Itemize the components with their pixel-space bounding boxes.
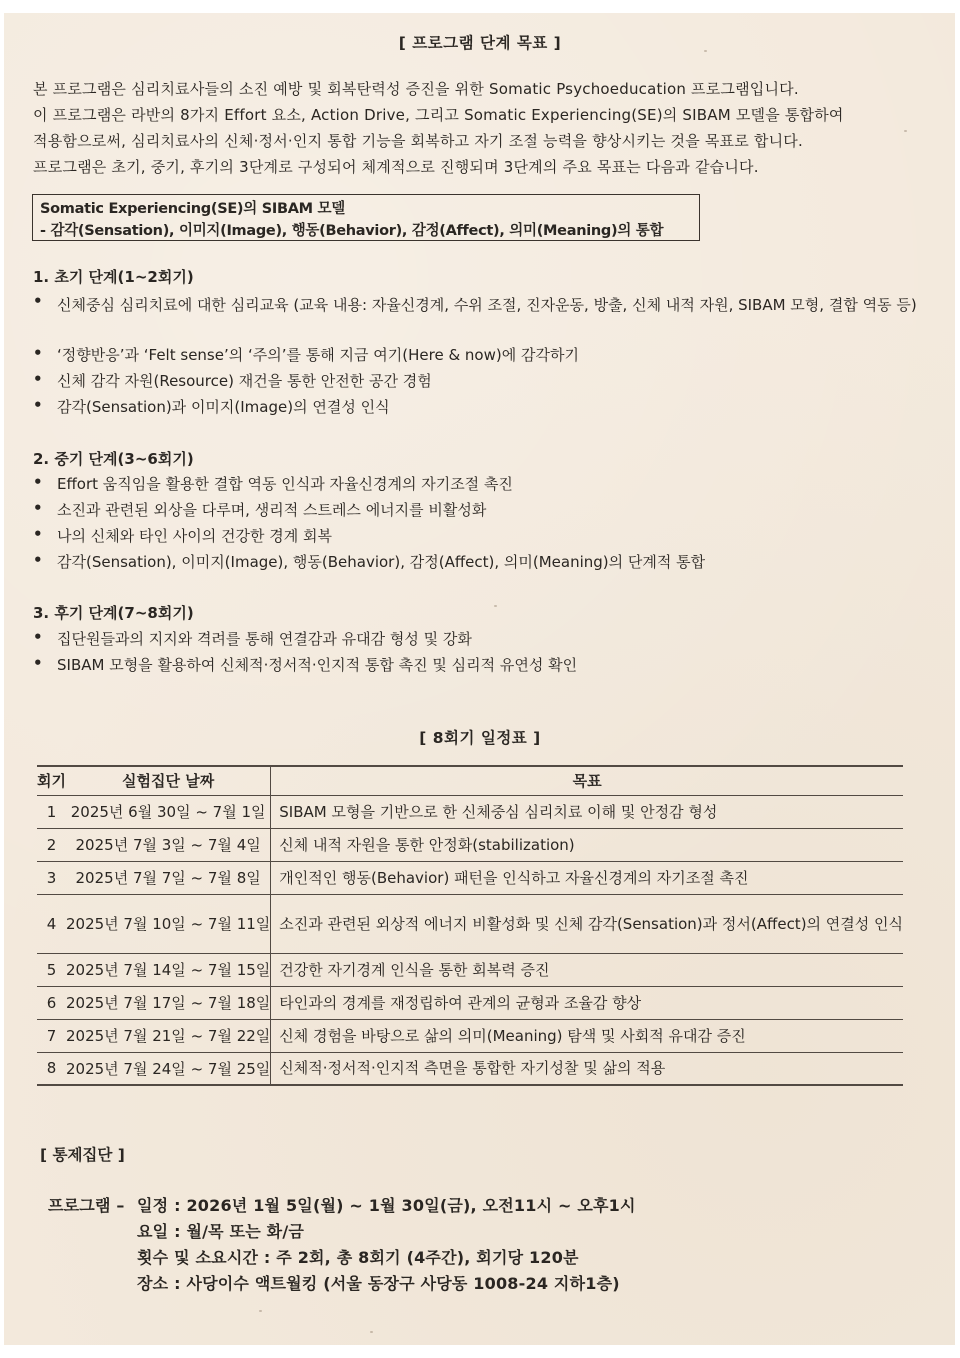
cell-date: 2025년 7월 7일 ~ 7월 8일: [66, 861, 271, 894]
cell-date: 2025년 7월 21일 ~ 7월 22일: [66, 1019, 271, 1052]
cell-date: 2025년 7월 3일 ~ 7월 4일: [66, 828, 271, 861]
bullet-icon: •: [33, 551, 43, 569]
intro-line: 적용함으로써, 심리치료사의 신체·정서·인지 통합 기능을 회복하고 자기 조절 능력을 향상시키는 것을 목표로 합니다.: [33, 132, 803, 150]
list-item-text: 소진과 관련된 외상을 다루며, 생리적 스트레스 에너지를 비활성화: [57, 501, 487, 519]
paper-speck: [370, 1331, 373, 1333]
cell-goal: 신체 내적 자원을 통한 안정화(stabilization): [271, 828, 903, 861]
paper-speck: [259, 1310, 262, 1312]
table-row: [37, 828, 903, 861]
sibam-box-title: Somatic Experiencing(SE)의 SIBAM 모델: [40, 201, 345, 217]
table-row: [37, 894, 903, 953]
cell-date: 2025년 7월 24일 ~ 7월 25일: [66, 1052, 271, 1085]
table-header-row: [37, 766, 903, 795]
cell-goal: SIBAM 모형을 기반으로 한 신체중심 심리치료 이해 및 안정감 형성: [271, 795, 903, 828]
header-goal: 목표: [271, 766, 903, 795]
list-item-text: Effort 움직임을 활용한 결합 역동 인식과 자율신경계의 자기조절 촉진: [57, 475, 513, 493]
cell-date: 2025년 6월 30일 ~ 7월 1일: [66, 795, 271, 828]
stage-3-title: 3. 후기 단계(7~8회기): [33, 604, 194, 622]
control-days-line: 요일 : 월/목 또는 화/금: [137, 1222, 305, 1241]
cell-goal: 신체적·정서적·인지적 측면을 통합한 자기성찰 및 삶의 적용: [271, 1052, 903, 1085]
table-row: [37, 1052, 903, 1085]
list-item-text: 감각(Sensation), 이미지(Image), 행동(Behavior), 감정(Affect), 의미(Meaning)의 단계적 통합: [57, 553, 706, 571]
intro-line: 프로그램은 초기, 중기, 후기의 3단계로 구성되어 체계적으로 진행되며 3단계의 주요 목표는 다음과 같습니다.: [33, 158, 759, 176]
cell-date: 2025년 7월 14일 ~ 7월 15일: [66, 953, 271, 986]
schedule-table: [37, 765, 904, 1086]
intro-line: 이 프로그램은 라반의 8가지 Effort 요소, Action Drive, 그리고 Somatic Experiencing(SE)의 SIBAM 모델을 통합하여: [33, 106, 844, 124]
control-schedule-line: 일정 : 2026년 1월 5일(월) ~ 1월 30일(금), 오전11시 ~ 오후1시: [137, 1196, 636, 1215]
sibam-box-detail: - 감각(Sensation), 이미지(Image), 행동(Behavior), 감정(Affect), 의미(Meaning)의 통합: [40, 223, 664, 239]
schedule-title: [ 8회기 일정표 ]: [419, 729, 541, 747]
cell-goal: 타인과의 경계를 재정립하여 관계의 균형과 조율감 향상: [271, 986, 903, 1019]
bullet-icon: •: [33, 292, 43, 310]
cell-session: 7: [37, 1019, 66, 1052]
cell-session: 8: [37, 1052, 66, 1085]
list-item-text: 감각(Sensation)과 이미지(Image)의 연결성 인식: [57, 398, 390, 416]
table-row: [37, 986, 903, 1019]
bullet-icon: •: [33, 473, 43, 491]
list-item-text: 나의 신체와 타인 사이의 건강한 경계 회복: [57, 527, 332, 545]
bullet-icon: •: [33, 654, 43, 672]
paper-speck: [904, 130, 907, 132]
table-row: [37, 861, 903, 894]
table-row: [37, 795, 903, 828]
table-row: [37, 953, 903, 986]
bullet-icon: •: [33, 499, 43, 517]
bullet-icon: •: [33, 370, 43, 388]
table-row: [37, 1019, 903, 1052]
cell-goal: 개인적인 행동(Behavior) 패턴을 인식하고 자율신경계의 자기조절 촉진: [271, 861, 903, 894]
cell-date: 2025년 7월 17일 ~ 7월 18일: [66, 986, 271, 1019]
bullet-icon: •: [33, 628, 43, 646]
stage-1-title: 1. 초기 단계(1~2회기): [33, 268, 194, 286]
bullet-icon: •: [33, 344, 43, 362]
list-item-text: 신체 감각 자원(Resource) 재건을 통한 안전한 공간 경험: [57, 372, 432, 390]
control-location-line: 장소 : 사당이수 액트월킹 (서울 동장구 사당동 1008-24 지하1층): [137, 1274, 620, 1293]
bullet-icon: •: [33, 396, 43, 414]
list-item-text: ‘정향반응’과 ‘Felt sense’의 ‘주의’를 통해 지금 여기(Here & now)에 감각하기: [57, 346, 579, 364]
cell-session: 2: [37, 828, 66, 861]
page-title: [ 프로그램 단계 목표 ]: [398, 34, 562, 52]
stage-2-title: 2. 중기 단계(3~6회기): [33, 450, 194, 468]
control-program-label: 프로그램 –: [48, 1196, 125, 1215]
bullet-icon: •: [33, 525, 43, 543]
list-item-text: SIBAM 모형을 활용하여 신체적·정서적·인지적 통합 촉진 및 심리적 유연성 확인: [57, 656, 578, 674]
header-date: 실험집단 날짜: [66, 766, 271, 795]
list-item-text: 신체중심 심리치료에 대한 심리교육 (교육 내용: 자율신경계, 수위 조절, 진자운동, 방출, 신체 내적 자원, SIBAM 모형, 결합 역동 등): [57, 296, 917, 314]
cell-date: 2025년 7월 10일 ~ 7월 11일: [66, 894, 271, 953]
list-item-text: 집단원들과의 지지와 격려를 통해 연결감과 유대감 형성 및 강화: [57, 630, 472, 648]
paper-speck: [494, 605, 497, 607]
header-session: 회기: [37, 766, 66, 795]
control-frequency-line: 횟수 및 소요시간 : 주 2회, 총 8회기 (4주간), 회기당 120분: [137, 1248, 579, 1267]
intro-paragraph: [33, 76, 844, 180]
cell-session: 3: [37, 861, 66, 894]
cell-session: 4: [37, 894, 66, 953]
cell-session: 6: [37, 986, 66, 1019]
control-group-title: [ 통제집단 ]: [40, 1146, 125, 1164]
cell-goal: 소진과 관련된 외상적 에너지 비활성화 및 신체 감각(Sensation)과 정서(Affect)의 연결성 인식: [271, 894, 903, 953]
intro-line: 본 프로그램은 심리치료사들의 소진 예방 및 회복탄력성 증진을 위한 Somatic Psychoeducation 프로그램입니다.: [33, 80, 799, 98]
cell-goal: 신체 경험을 바탕으로 삶의 의미(Meaning) 탐색 및 사회적 유대감 증진: [271, 1019, 903, 1052]
cell-session: 5: [37, 953, 66, 986]
sibam-model-box: [32, 194, 700, 241]
cell-session: 1: [37, 795, 66, 828]
cell-goal: 건강한 자기경계 인식을 통한 회복력 증진: [271, 953, 903, 986]
